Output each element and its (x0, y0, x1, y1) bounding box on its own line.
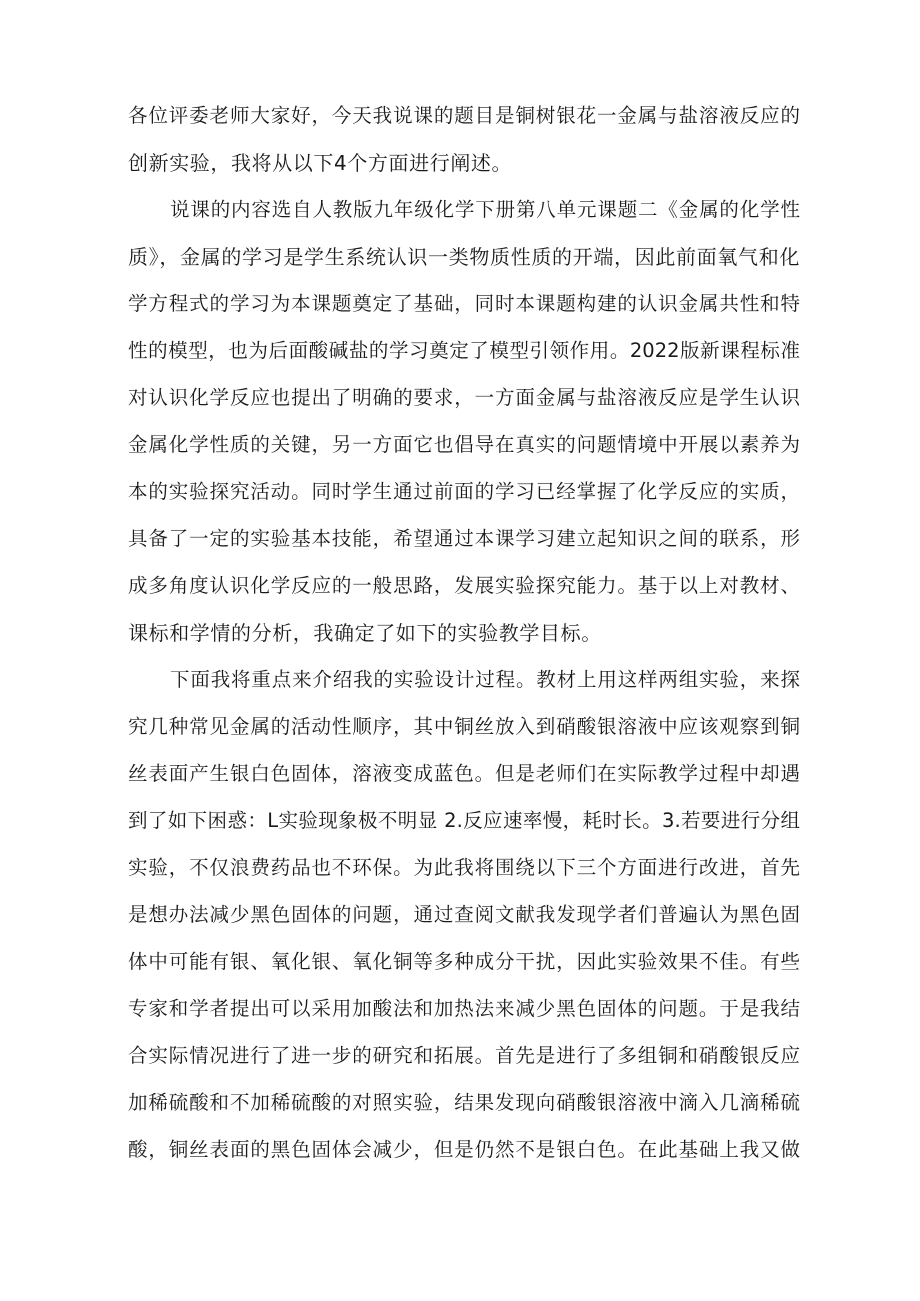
text-line: 是想办法减少黑色固体的问题，通过查阅文献我发现学者们普遍认为黑色固 (128, 903, 800, 926)
text-line: 说课的内容选自人教版九年级化学下册第八单元课题二《金属的化学性 (170, 198, 800, 221)
text-line: 体中可能有银、氧化银、氧化铜等多种成分干扰，因此实验效果不佳。有些 (128, 950, 800, 973)
text-line: 到了如下困惑：L实验现象极不明显 2.反应速率慢，耗时长。3.若要进行分组 (128, 809, 800, 832)
text-line: 下面我将重点来介绍我的实验设计过程。教材上用这样两组实验，来探 (170, 668, 800, 691)
text-line: 酸，铜丝表面的黑色固体会减少，但是仍然不是银白色。在此基础上我又做 (128, 1138, 800, 1161)
text-line: 质》，金属的学习是学生系统认识一类物质性质的开端，因此前面氧气和化 (128, 245, 800, 269)
text-line: 成多角度认识化学反应的一般思路，发展实验探究能力。基于以上对教材、 (128, 574, 800, 597)
text-line: 合实际情况进行了进一步的研究和拓展。首先是进行了多组铜和硝酸银反应 (128, 1044, 800, 1067)
text-line: 各位评委老师大家好，今天我说课的题目是铜树银花一金属与盐溶液反应的 (128, 104, 800, 127)
text-line: 本的实验探究活动。同时学生通过前面的学习已经掌握了化学反应的实质， (128, 480, 800, 503)
text-line: 课标和学情的分析，我确定了如下的实验教学目标。 (128, 621, 602, 645)
text-line: 性的模型，也为后面酸碱盐的学习奠定了模型引领作用。2022版新课程标准 (128, 339, 800, 362)
text-line: 专家和学者提出可以采用加酸法和加热法来减少黑色固体的问题。于是我结 (128, 997, 800, 1020)
text-line: 究几种常见金属的活动性顺序，其中铜丝放入到硝酸银溶液中应该观察到铜 (128, 715, 800, 738)
text-line: 加稀硫酸和不加稀硫酸的对照实验，结果发现向硝酸银溶液中滴入几滴稀硫 (128, 1091, 800, 1114)
text-line: 对认识化学反应也提出了明确的要求，一方面金属与盐溶液反应是学生认识 (128, 386, 800, 409)
text-line: 丝表面产生银白色固体，溶液变成蓝色。但是老师们在实际教学过程中却遇 (128, 762, 800, 785)
text-line: 学方程式的学习为本课题奠定了基础，同时本课题构建的认识金属共性和特 (128, 292, 800, 315)
text-line: 具备了一定的实验基本技能，希望通过本课学习建立起知识之间的联系，形 (128, 527, 800, 550)
text-line: 创新实验，我将从以下4个方面进行阐述。 (128, 151, 513, 175)
text-line: 金属化学性质的关键，另一方面它也倡导在真实的问题情境中开展以素养为 (128, 433, 800, 456)
text-line: 实验，不仅浪费药品也不环保。为此我将围绕以下三个方面进行改进，首先 (128, 856, 800, 879)
